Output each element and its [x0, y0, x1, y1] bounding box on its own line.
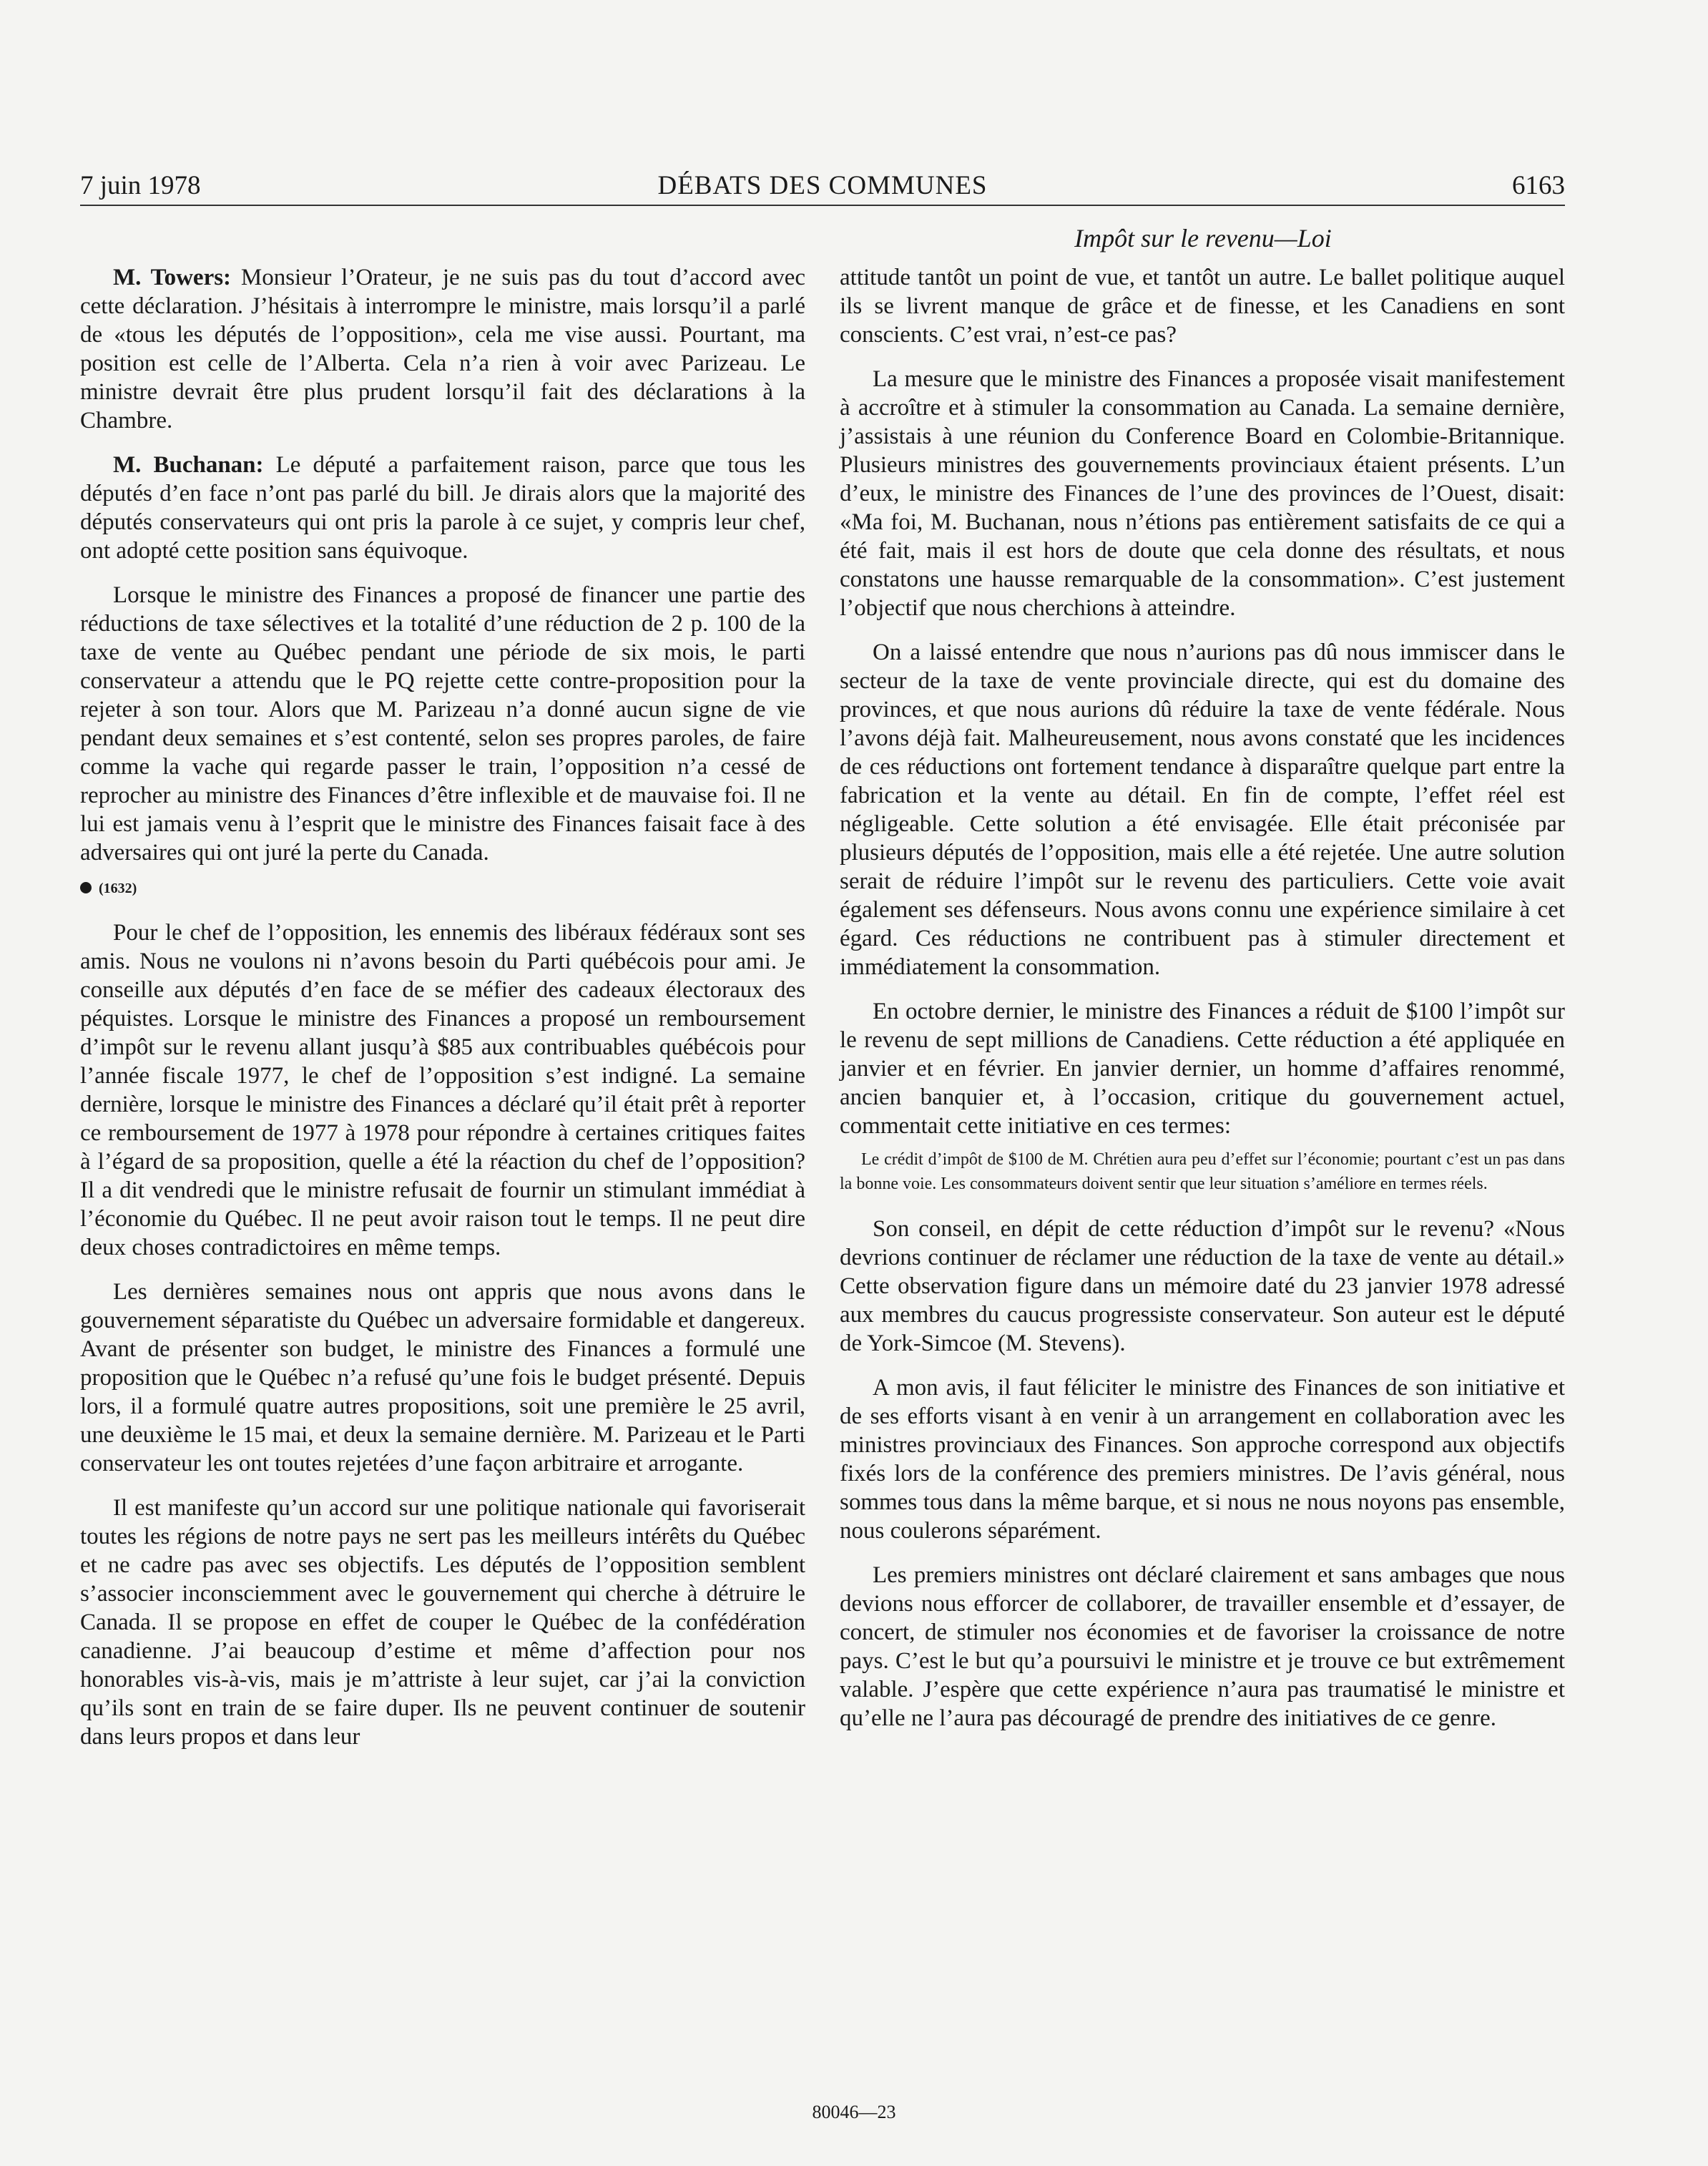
header-page-number: 6163 [1512, 171, 1565, 200]
header-date: 7 juin 1978 [80, 171, 201, 200]
paragraph: Pour le chef de l’opposition, les ennemis des libéraux fédéraux sont ses amis. Nous ne voulons ni n’avons besoin du Parti québécois pour ami. Je conseille aux députés d’en face de se méfier des cadeaux électoraux des péquistes. Lorsque le ministre des Finances a proposé un remboursement d’impôt sur le revenu allant jusqu’à $85 aux contribuables québécois pour l’année fiscale 1977, le chef de l’opposition s’est indigné. La semaine dernière, lorsque le ministre des Finances a déclaré qu’il était prêt à reporter ce remboursement de 1977 à 1978 pour répondre à certaines critiques faites à l’égard de sa proposition, quelle a été la réaction du chef de l’opposition? Il a dit vendredi que le ministre refusait de fournir un stimulant immédiat à l’économie du Québec. Il ne peut avoir raison tout le temps. Il ne peut dire deux choses contradictoires en même temps. [80, 920, 805, 1260]
paragraph: Les premiers ministres ont déclaré clairement et sans ambages que nous devions nous efforcer de collaborer, de travailler ensemble et d’essayer, de concert, de stimuler nos économies et de favoriser la croissance de notre pays. C’est le but qu’a poursuivi le ministre et je trouve ce but extrêmement valable. J’espère que cette expérience n’aura pas traumatisé le ministre et qu’elle ne l’aura pas découragé de prendre des initiatives de ce genre. [840, 1562, 1565, 1731]
paragraph [80, 263, 805, 435]
bullet-icon [80, 882, 92, 893]
speech-text: Monsieur l’Orateur, je ne suis pas du tout d’accord avec cette déclaration. J’hésitais à interrompre le ministre, mais lorsqu’il a parlé de «tous les députés de l’opposition», cela me vise aussi. Pourtant, ma position est celle de l’Alberta. Cela n’a rien à voir avec Parizeau. Le ministre devrait être plus prudent lorsqu’il fait des déclarations à la Chambre. [80, 265, 805, 433]
page-footer: 80046—23 [812, 2102, 896, 2122]
paragraph: A mon avis, il faut féliciter le ministre des Finances de son initiative et de ses efforts visant à en venir à un arrangement en collaboration avec les ministres provinciaux des Finances. Son approche correspond aux objectifs fixés lors de la conférence des premiers ministres. De l’avis général, nous sommes tous dans la même barque, et si nous ne nous noyons pas ensemble, nous coulerons séparément. [840, 1375, 1565, 1544]
time-marker [80, 880, 805, 897]
block-quote: Le crédit d’impôt de $100 de M. Chrétien aura peu d’effet sur l’économie; pourtant c’est un pas dans la bonne voie. Les consommateurs doivent sentir que leur situation s’améliore en termes réels. [840, 1150, 1565, 1193]
subject-heading: Impôt sur le revenu—Loi [1074, 224, 1332, 253]
right-column [840, 263, 1565, 1748]
page-header [80, 169, 1565, 206]
paragraph [80, 451, 805, 565]
speech-text: Le député a parfaitement raison, parce que tous les députés d’en face n’ont pas parlé du bill. Je dirais alors que la majorité des députés conservateurs qui ont pris la parole à ce sujet, y compris leur chef, ont adopté cette position sans équivoque. [80, 452, 805, 564]
speaker-name: M. Buchanan: [113, 452, 264, 478]
paragraph: Les dernières semaines nous ont appris que nous avons dans le gouvernement séparatiste du Québec un adversaire formidable et dangereux. Avant de présenter son budget, le ministre des Finances a formulé une proposition que le Québec n’a refusé qu’une fois le budget présenté. Depuis lors, il a formulé quatre autres propositions, soit une première le 25 avril, une deuxième le 15 mai, et deux la semaine dernière. M. Parizeau et le Parti conservateur les ont toutes rejetées d’une façon arbitraire et arrogante. [80, 1279, 805, 1476]
paragraph: Son conseil, en dépit de cette réduction d’impôt sur le revenu? «Nous devrions continuer de réclamer une réduction de la taxe de vente au détail.» Cette observation figure dans un mémoire daté du 23 janvier 1978 adressé aux membres du caucus progressiste conservateur. Son auteur est le député de York-Simcoe (M. Stevens). [840, 1216, 1565, 1356]
speaker-name: M. Towers: [113, 265, 232, 290]
paragraph: Lorsque le ministre des Finances a proposé de financer une partie des réductions de taxe sélectives et la totalité d’une réduction de 2 p. 100 de la taxe de vente au Québec pendant une période de six mois, le parti conservateur a attendu que le PQ rejette cette contre-proposition pour la rejeter à son tour. Alors que M. Parizeau n’a donné aucun signe de vie pendant deux semaines et s’est contenté, selon ses propres paroles, de faire comme la vache qui regarde passer le train, l’opposition n’a cessé de reprocher au ministre des Finances d’être inflexible et de mauvaise foi. Il ne lui est jamais venu à l’esprit que le ministre des Finances faisait face à des adversaires qui ont juré la perte du Canada. [80, 582, 805, 866]
header-title: DÉBATS DES COMMUNES [657, 171, 988, 200]
paragraph: En octobre dernier, le ministre des Finances a réduit de $100 l’impôt sur le revenu de sept millions de Canadiens. Cette réduction a été appliquée en janvier et en février. En janvier dernier, un homme d’affaires renommé, ancien banquier et, à l’occasion, critique du gouvernement actuel, commentait cette initiative en ces termes: [840, 999, 1565, 1139]
paragraph: On a laissé entendre que nous n’aurions pas dû nous immiscer dans le secteur de la taxe de vente provinciale directe, qui est du domaine des provinces, et que nous aurions dû réduire la taxe de vente fédérale. Nous l’avons déjà fait. Malheureusement, nous avons constaté que les incidences de ces réductions ont fortement tendance à disparaître quelque part entre la fabrication et la vente au détail. En fin de compte, l’effet réel est négligeable. Cette solution a été envisagée. Elle était préconisée par plusieurs députés de l’opposition, mais elle a été rejetée. Une autre solution serait de réduire l’impôt sur le revenu des particuliers. Cette voie avait également ses défenseurs. Nous avons connu une expérience similaire à cet égard. Ces réductions ne contribuent pas à stimuler directement et immédiatement la consommation. [840, 639, 1565, 980]
left-column [80, 263, 805, 1767]
paragraph: Il est manifeste qu’un accord sur une politique nationale qui favoriserait toutes les régions de notre pays ne sert pas les meilleurs intérêts du Québec et ne cadre pas avec ses objectifs. Les députés de l’opposition semblent s’associer inconsciemment avec le gouvernement qui cherche à détruire le Canada. Il se propose en effet de couper le Québec de la confédération canadienne. J’ai beaucoup d’estime et même d’affection pour nos honorables vis-à-vis, mais je m’attriste à leur sujet, car j’ai la conviction qu’ils sont en train de se faire duper. Ils ne peuvent continuer de soutenir dans leurs propos et dans leur [80, 1495, 805, 1750]
paragraph: attitude tantôt un point de vue, et tantôt un autre. Le ballet politique auquel ils se livrent manque de grâce et de finesse, et les Canadiens en sont conscients. C’est vrai, n’est-ce pas? [840, 265, 1565, 348]
paragraph: La mesure que le ministre des Finances a proposée visait manifestement à accroître et à stimuler la consommation au Canada. La semaine dernière, j’assistais à une réunion du Conference Board en Colombie-Britannique. Plusieurs ministres des gouvernements provinciaux étaient présents. L’un d’eux, le ministre des Finances de l’une des provinces de l’Ouest, disait: «Ma foi, M. Buchanan, nous n’étions pas entièrement satisfaits de ce qui a été fait, mais il est hors de doute que cela donne des résultats, et nous constatons une hausse remarquable de la consommation». C’est justement l’objectif que nous cherchions à atteindre. [840, 366, 1565, 621]
time-marker-text: (1632) [99, 881, 137, 896]
